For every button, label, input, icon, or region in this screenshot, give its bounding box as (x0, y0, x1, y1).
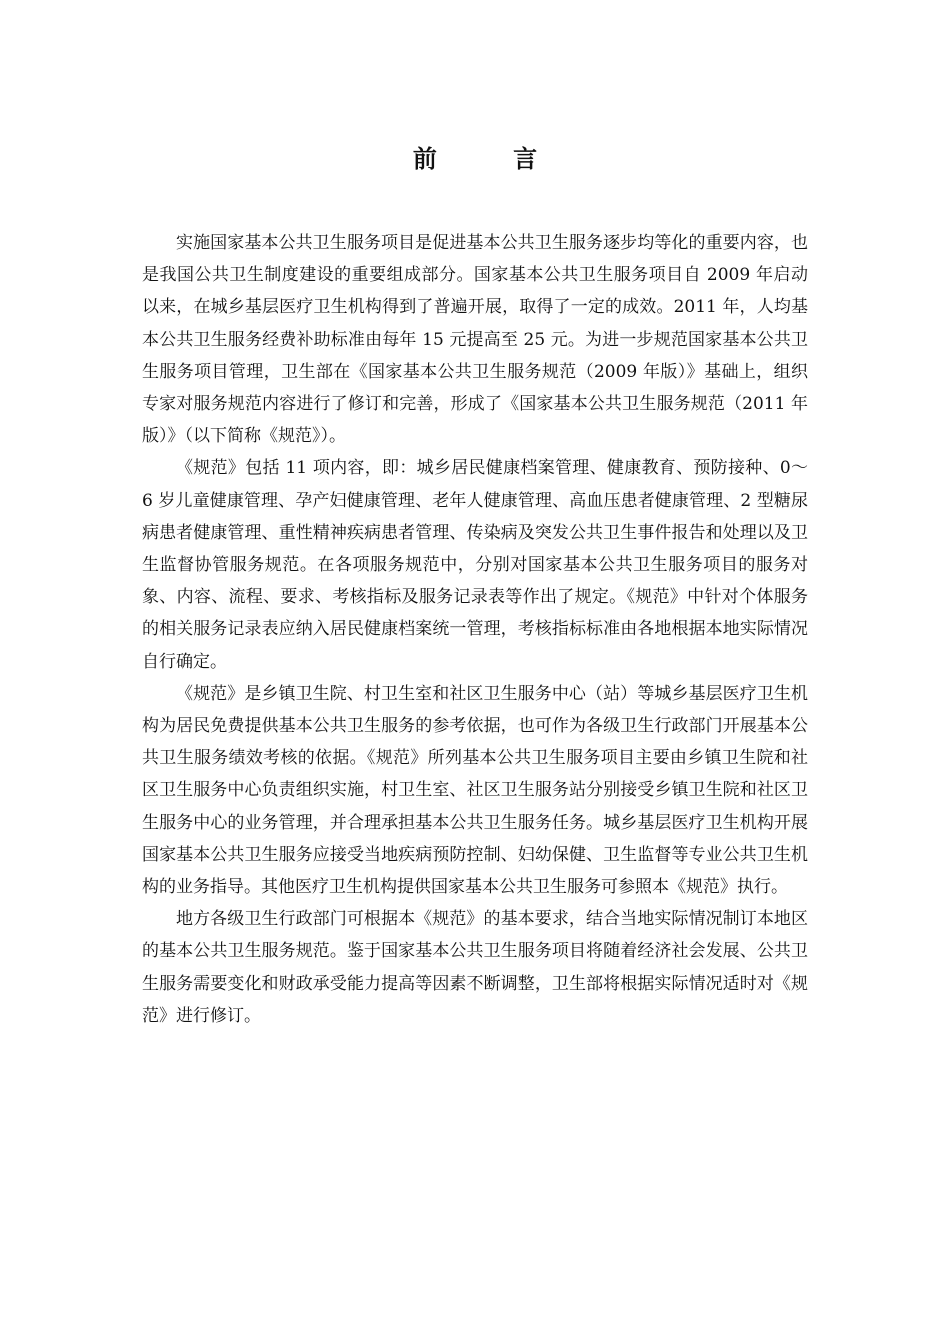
page-title: 前 言 (412, 145, 572, 173)
paragraph-3: 《规范》是乡镇卫生院、村卫生室和社区卫生服务中心（站）等城乡基层医疗卫生机构为居民免费提供基本公共卫生服务的参考依据，也可作为各级卫生行政部门开展基本公共卫生服务绩效考核的依据。《规范》所列基本公共卫生服务项目主要由乡镇卫生院和社区卫生服务中心负责组织实施，村卫生室、社区卫生服务站分别接受乡镇卫生院和社区卫生服务中心的业务管理，并合理承担基本公共卫生服务任务。城乡基层医疗卫生机构开展国家基本公共卫生服务应接受当地疾病预防控制、妇幼保健、卫生监督等专业公共卫生机构的业务指导。其他医疗卫生机构提供国家基本公共卫生服务可参照本《规范》执行。 (142, 683, 808, 898)
paragraph-2: 《规范》包括 11 项内容，即：城乡居民健康档案管理、健康教育、预防接种、0～6 岁儿童健康管理、孕产妇健康管理、老年人健康管理、高血压患者健康管理、2 型糖尿病患者健康管理、重性精神疾病患者管理、传染病及突发公共卫生事件报告和处理以及卫生监督协管服务规范。在各项服务规范中，分别对国家基本公共卫生服务项目的服务对象、内容、流程、要求、考核指标及服务记录表等作出了规定。《规范》中针对个体服务的相关服务记录表应纳入居民健康档案统一管理，考核指标标准由各地根据本地实际情况自行确定。 (142, 458, 808, 672)
paragraph-1: 实施国家基本公共卫生服务项目是促进基本公共卫生服务逐步均等化的重要内容，也是我国公共卫生制度建设的重要组成部分。国家基本公共卫生服务项目自 2009 年启动以来，在城乡基层医疗卫生机构得到了普遍开展，取得了一定的成效。2011 年，人均基本公共卫生服务经费补助标准由每年 15 元提高至 25 元。为进一步规范国家基本公共卫生服务项目管理，卫生部在《国家基本公共卫生服务规范（2009 年版）》基础上，组织专家对服务规范内容进行了修订和完善，形成了《国家基本公共卫生服务规范（2011 年版）》（以下简称《规范》）。 (142, 233, 808, 447)
paragraph-4: 地方各级卫生行政部门可根据本《规范》的基本要求，结合当地实际情况制订本地区的基本公共卫生服务规范。鉴于国家基本公共卫生服务项目将随着经济社会发展、公共卫生服务需要变化和财政承受能力提高等因素不断调整，卫生部将根据实际情况适时对《规范》进行修订。 (142, 909, 808, 1026)
document-body (142, 227, 808, 1032)
